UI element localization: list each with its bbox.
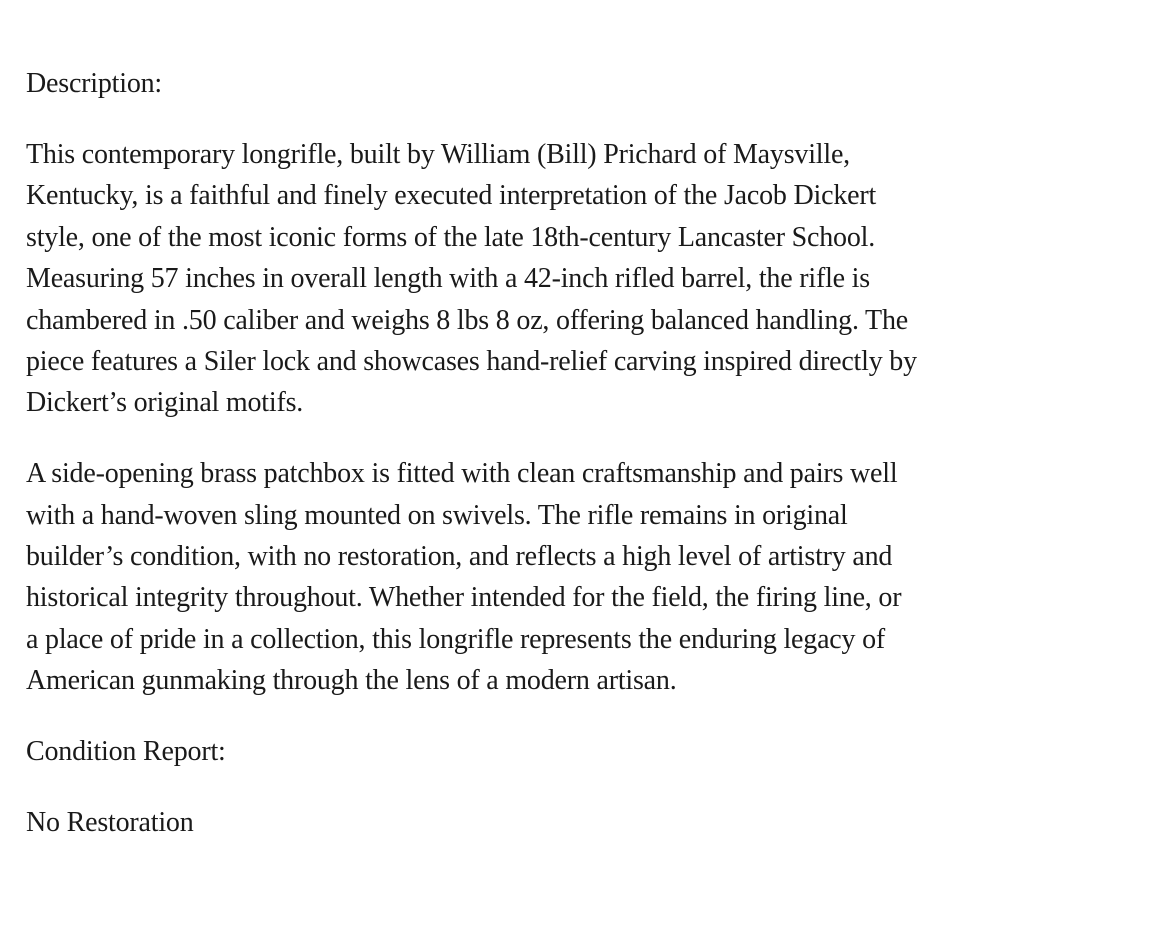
- text-line: This contemporary longrifle, built by William (Bill) Prichard of Maysville,: [26, 138, 850, 170]
- description-paragraph-1: [26, 134, 1150, 424]
- text-line: a place of pride in a collection, this longrifle represents the enduring legacy of: [26, 623, 886, 655]
- text-line: style, one of the most iconic forms of the late 18th-century Lancaster School.: [26, 221, 876, 253]
- description-label: [26, 63, 1150, 104]
- text-line: historical integrity throughout. Whether intended for the field, the firing line, or: [26, 582, 902, 614]
- text-line: chambered in .50 caliber and weighs 8 lbs 8 oz, offering balanced handling. The: [26, 304, 908, 336]
- condition-report-value: [26, 802, 1150, 843]
- text-line: No Restoration: [26, 807, 194, 839]
- text-line: Condition Report:: [26, 736, 226, 768]
- text-line: Kentucky, is a faithful and finely executed interpretation of the Jacob Dickert: [26, 180, 877, 212]
- text-line: American gunmaking through the lens of a modern artisan.: [26, 665, 677, 697]
- text-line: with a hand-woven sling mounted on swivels. The rifle remains in original: [26, 499, 848, 531]
- text-line: builder’s condition, with no restoration, and reflects a high level of artistry and: [26, 541, 893, 573]
- text-line: A side-opening brass patchbox is fitted with clean craftsmanship and pairs well: [26, 458, 898, 490]
- description-paragraph-2: [26, 453, 1150, 701]
- text-line: piece features a Siler lock and showcases hand-relief carving inspired directly by: [26, 345, 917, 377]
- condition-report-label: [26, 731, 1150, 772]
- text-line: Measuring 57 inches in overall length with a 42-inch rifled barrel, the rifle is: [26, 263, 870, 295]
- text-line: Description:: [26, 68, 163, 99]
- text-line: Dickert’s original motifs.: [26, 387, 304, 419]
